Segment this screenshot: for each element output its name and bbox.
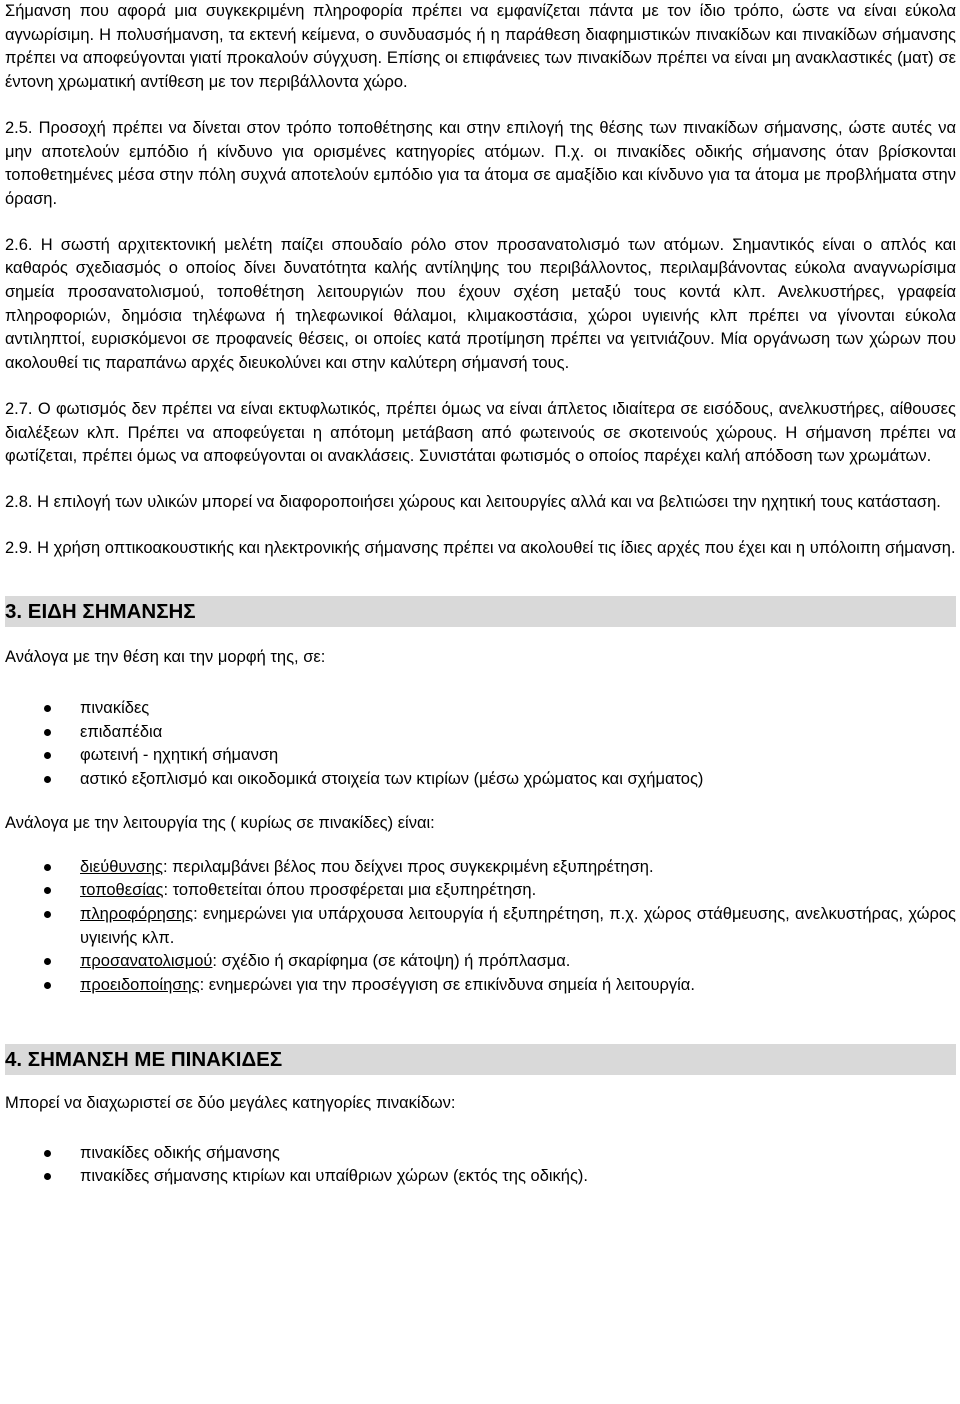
paragraph-2-8: 2.8. Η επιλογή των υλικών μπορεί να διαφοροποιήσει χώρους και λειτουργίες αλλά και να βελτιώσει την ηχητική τους κατάσταση. (5, 492, 941, 511)
list-item (5, 903, 956, 950)
paragraph-2-5: 2.5. Προσοχή πρέπει να δίνεται στον τρόπο τοποθέτησης και στην επιλογή της θέσης των πινακίδων σήμανσης, ώστε αυτές να μην αποτελούν εμπόδιο ή κίνδυνο για ορισμένες κατηγορίες ατόμων. Π.χ. οι πινακίδες οδικής σήμανσης όταν βρίσκονται τοποθετημένες μέσα στην πόλη συχνά αποτελούν εμπόδιο για τα άτομα σε αμαξίδιο και κίνδυνο για τα άτομα με προβλήματα στην όραση. (5, 118, 956, 208)
list-item (5, 856, 956, 880)
term-label: τοποθεσίας (80, 881, 164, 900)
list-item: πινακίδες (5, 697, 956, 721)
list-item: πινακίδες σήμανσης κτιρίων και υπαίθριων χώρων (εκτός της οδικής). (5, 1165, 956, 1189)
list-item: φωτεινή - ηχητική σήμανση (5, 744, 956, 768)
paragraph-2-9: 2.9. Η χρήση οπτικοακουστικής και ηλεκτρονικής σήμανσης πρέπει να ακολουθεί τις ίδιες αρχές που έχει και η υπόλοιπη σήμανση. (5, 538, 956, 557)
term-description: : σχέδιο ή σκαρίφημα (σε κάτοψη) ή πρόπλασμα. (212, 952, 571, 971)
section-3-intro-function: Ανάλογα με την λειτουργία της ( κυρίως σε πινακίδες) είναι: (5, 813, 435, 832)
term-description: : ενημερώνει για την προσέγγιση σε επικίνδυνα σημεία ή λειτουργία. (199, 976, 695, 995)
list-item (5, 950, 956, 974)
section-3-intro-position: Ανάλογα με την θέση και την μορφή της, σε: (5, 648, 326, 667)
term-label: πληροφόρησης (80, 904, 194, 923)
section-4-heading: 4. ΣΗΜΑΝΣΗ ΜΕ ΠΙΝΑΚΙΔΕΣ (5, 1044, 956, 1075)
list-item: πινακίδες οδικής σήμανσης (5, 1142, 956, 1166)
paragraph-2-4-continuation: Σήμανση που αφορά μια συγκεκριμένη πληροφορία πρέπει να εμφανίζεται πάντα με τον ίδιο τρόπο, ώστε να είναι εύκολα αγνωρίσιμη. Η πολυσήμανση, τα εκτενή κείμενα, ο συνδυασμός ή η παράθεση διαφημιστικών πινακίδων και πινακίδων σήμανσης πρέπει να αποφεύγονται γιατί προκαλούν σύγχυση. Επίσης οι επιφάνειες των πινακίδων πρέπει να είναι μη ανακλαστικές (ματ) σε έντονη χρωματική αντίθεση με τον περιβάλλοντα χώρο. (5, 2, 956, 92)
section-4-list (5, 1142, 956, 1189)
section-4-intro: Μπορεί να διαχωριστεί σε δύο μεγάλες κατηγορίες πινακίδων: (5, 1093, 456, 1112)
list-item: επιδαπέδια (5, 721, 956, 745)
term-label: προσανατολισμού (80, 952, 213, 971)
section-3-list-function (5, 856, 956, 998)
paragraph-2-7: 2.7. Ο φωτισμός δεν πρέπει να είναι εκτυφλωτικός, πρέπει όμως να είναι άπλετος ιδιαίτερα σε εισόδους, ανελκυστήρες, αίθουσες διαλέξεων κλπ. Πρέπει να αποφεύγεται η απότομη μετάβαση από φωτεινούς σε σκοτεινούς χώρους. Η σήμανση πρέπει να φωτίζεται, πρέπει όμως να αποφεύγονται οι ανακλάσεις. Συνιστάται φωτισμός ο οποίος παρέχει καλή απόδοση των χρωμάτων. (5, 399, 956, 466)
paragraph-2-6: 2.6. Η σωστή αρχιτεκτονική μελέτη παίζει σπουδαίο ρόλο στον προσανατολισμό των ατόμων. Σημαντικός είναι ο απλός και καθαρός σχεδιασμός ο οποίος δίνει δυνατότητα καλής αντίληψης του περιβάλλοντος, περιλαμβάνοντας εύκολα αναγνωρίσιμα σημεία προσανατολισμού, τοποθέτηση λειτουργιών που έχουν σχέση μεταξύ τους κοντά κλπ. Ανελκυστήρες, γραφεία πληροφοριών, δημόσια τηλέφωνα ή τηλεφωνικοί θάλαμοι, κλιμακοστάσια, χώροι υγιεινής κλπ πρέπει να γίνονται εύκολα αντιληπτοί, ευρισκόμενοι σε προφανείς θέσεις, οι οποίες κατά προτίμηση πρέπει να γειτνιάζουν. Μία οργάνωση των χώρων που ακολουθεί τις παραπάνω αρχές διευκολύνει και στην καλύτερη σήμανσή τους. (5, 235, 956, 373)
list-item (5, 879, 956, 903)
term-description: : ενημερώνει για υπάρχουσα λειτουργία ή εξυπηρέτηση, π.χ. χώρος στάθμευσης, ανελκυστήρας, χώρος υγιεινής κλπ. (80, 904, 956, 947)
section-3-list-position (5, 697, 956, 792)
list-item (5, 974, 956, 998)
section-3-heading: 3. ΕΙΔΗ ΣΗΜΑΝΣΗΣ (5, 596, 956, 627)
term-description: : τοποθετείται όπου προσφέρεται μια εξυπηρέτηση. (163, 881, 537, 900)
list-item: αστικό εξοπλισμό και οικοδομικά στοιχεία των κτιρίων (μέσω χρώματος και σχήματος) (5, 768, 956, 792)
term-label: προειδοποίησης (80, 976, 200, 995)
term-description: : περιλαμβάνει βέλος που δείχνει προς συγκεκριμένη εξυπηρέτηση. (163, 857, 654, 876)
term-label: διεύθυνσης (80, 857, 163, 876)
